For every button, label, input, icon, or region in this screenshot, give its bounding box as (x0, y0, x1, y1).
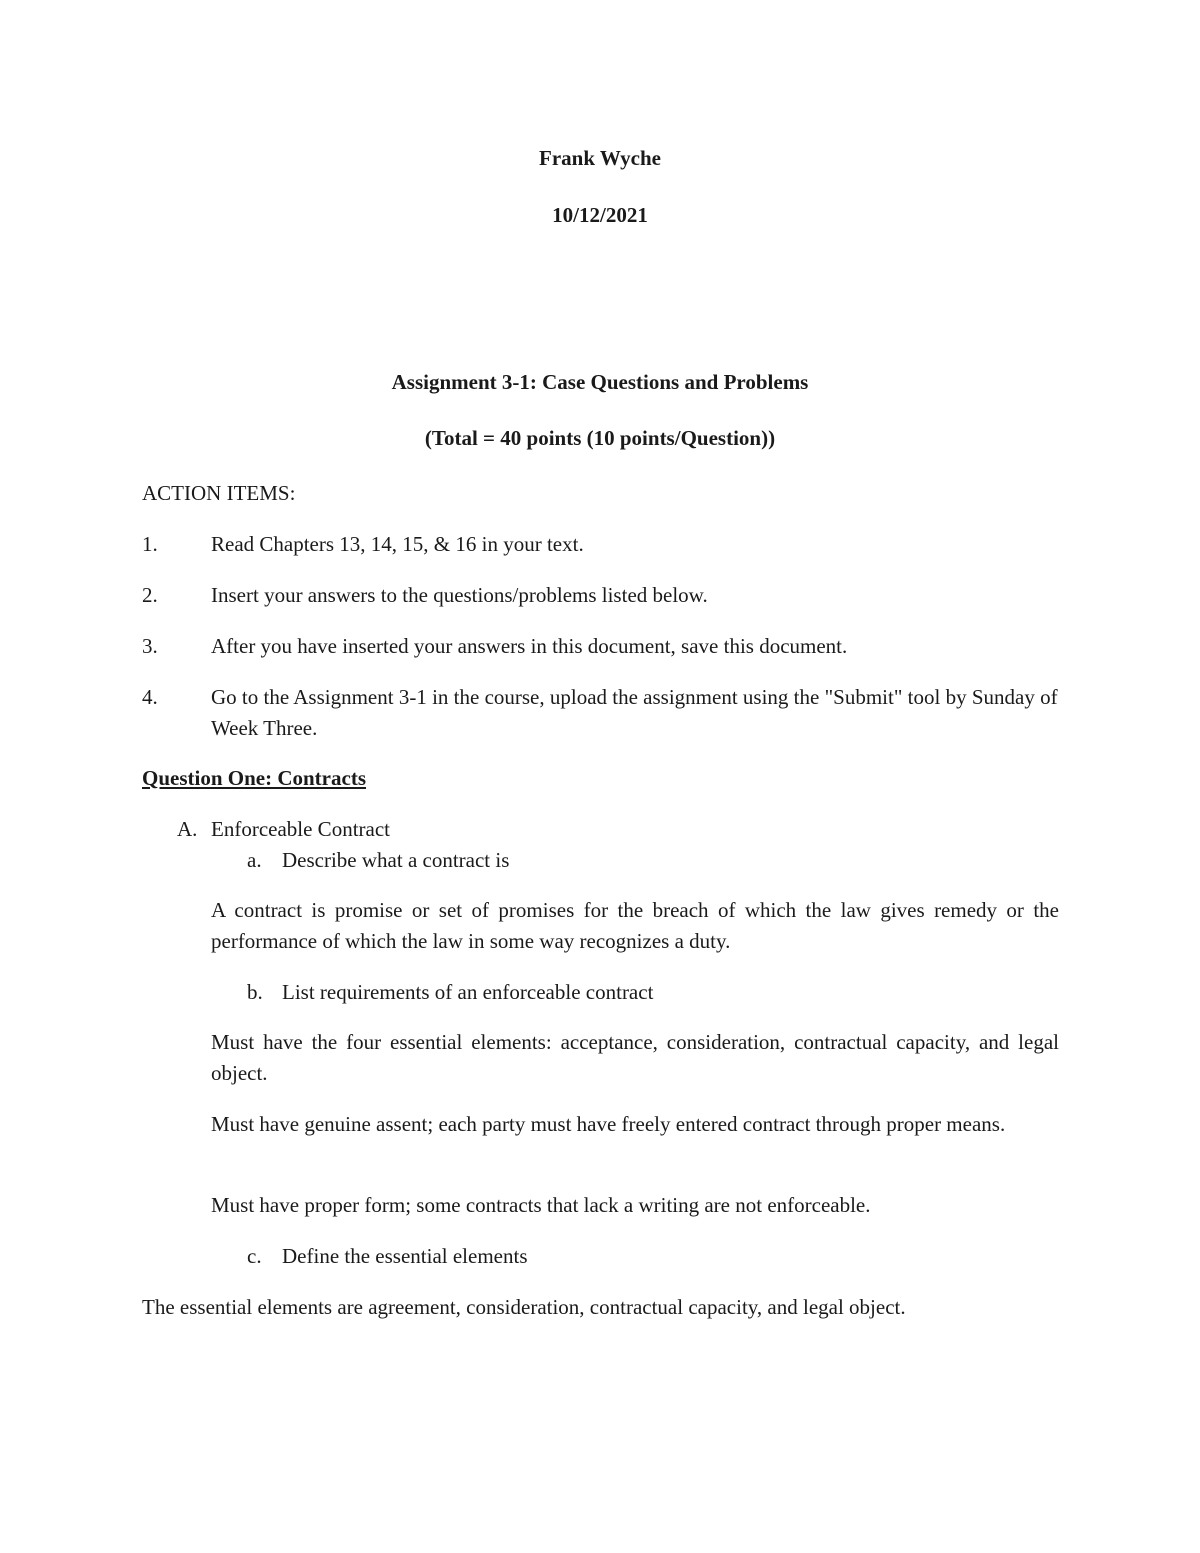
list-item-number: 1. (142, 532, 158, 556)
list-item-text: After you have inserted your answers in this document, save this document. (211, 634, 848, 658)
list-item-text: Go to the Assignment 3-1 in the course, upload the assignment using the "Submit" tool by Sunday of Week Three. (211, 685, 1058, 740)
sub-b-marker: b. (247, 980, 263, 1004)
assignment-title: Assignment 3-1: Case Questions and Problems (391, 370, 809, 394)
list-item-text: Read Chapters 13, 14, 15, & 16 in your text. (211, 532, 584, 556)
section-a-marker: A. (177, 817, 198, 841)
list-item-number: 3. (142, 634, 158, 658)
sub-b-answer: Must have proper form; some contracts that lack a writing are not enforceable. (211, 1193, 871, 1217)
section-a-label: Enforceable Contract (211, 817, 390, 841)
author-name: Frank Wyche (539, 146, 661, 170)
sub-b-label: List requirements of an enforceable contract (282, 980, 654, 1004)
sub-b-answer: Must have genuine assent; each party must have freely entered contract through proper means. (211, 1112, 1006, 1136)
sub-b-answer: Must have the four essential elements: acceptance, consideration, contractual capacity, and legal object. (211, 1030, 1059, 1085)
sub-a-label: Describe what a contract is (282, 848, 510, 872)
document-date: 10/12/2021 (552, 203, 648, 227)
question-one-heading: Question One: Contracts (142, 766, 366, 790)
sub-c-marker: c. (247, 1244, 262, 1268)
sub-a-marker: a. (247, 848, 262, 872)
list-item-text: Insert your answers to the questions/problems listed below. (211, 583, 708, 607)
action-items-heading: ACTION ITEMS: (142, 481, 296, 505)
assignment-points: (Total = 40 points (10 points/Question)) (424, 426, 776, 450)
sub-a-answer: A contract is promise or set of promises for the breach of which the law gives remedy or the performance of which the law in some way recognizes a duty. (211, 898, 1059, 953)
sub-c-label: Define the essential elements (282, 1244, 528, 1268)
sub-c-answer: The essential elements are agreement, consideration, contractual capacity, and legal object. (142, 1295, 906, 1319)
list-item-number: 2. (142, 583, 158, 607)
list-item-number: 4. (142, 685, 158, 709)
